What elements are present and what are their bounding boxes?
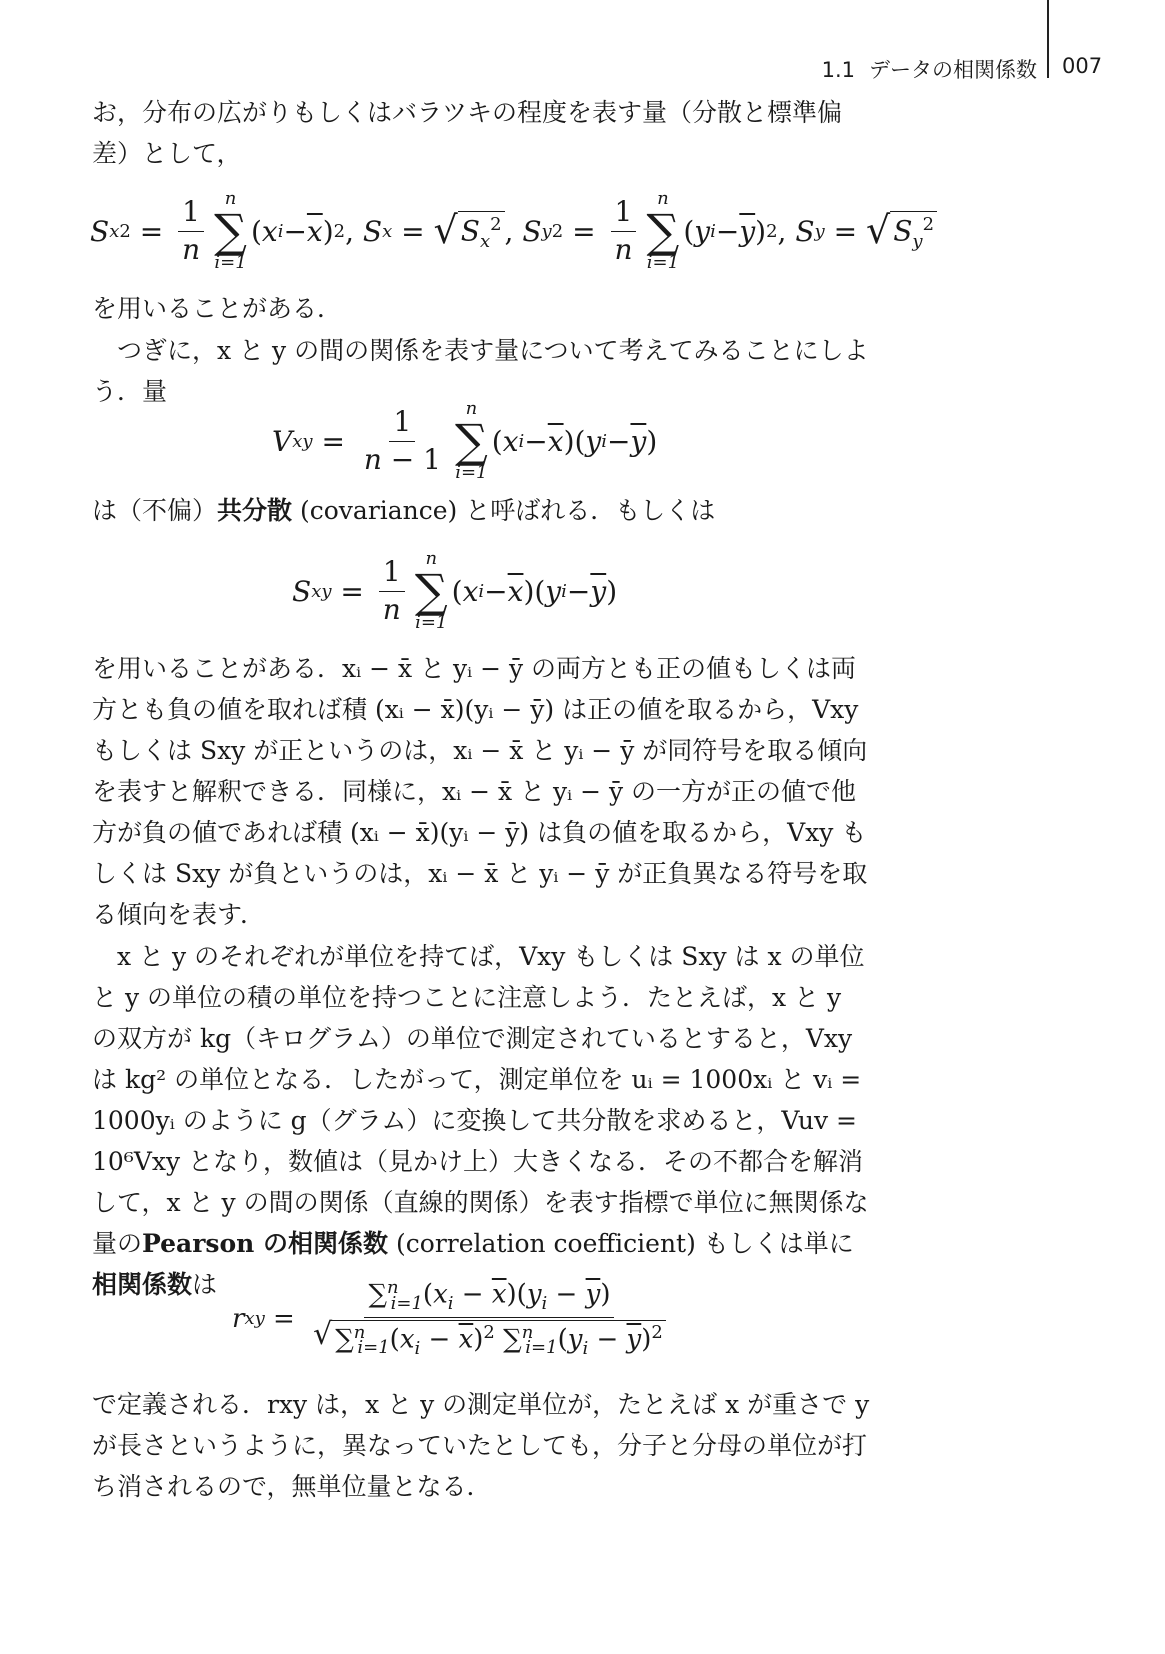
section-title: データの相関係数 xyxy=(869,58,1037,82)
paragraph-5: を用いることがある．xᵢ − x̄ と yᵢ − ȳ の両方とも正の値もしくは両方とも負の値を取れば積 (xᵢ − x̄)(yᵢ − ȳ) は正の値を取るから，Vxy もしくは Sxy が正というのは，xᵢ − x̄ と yᵢ − ȳ が同符号を取る傾向を表すと解釈できる．同様に，xᵢ − x̄ と yᵢ − ȳ の一方が正の値で他方が負の値であれば積 (xᵢ − x̄)(yᵢ − ȳ) は負の値を取るから，Vxy もしくは Sxy が負というのは，xᵢ − x̄ と yᵢ − ȳ が正負異なる符号を取る傾向を表す． xyxy=(92,654,868,929)
equation-variance: S x 2 = $\frac{1}{n}$ n ∑ i=1 ( x i − $\overline{x}$ ) 2 , S x = √ $S_x^2$ , S y 2 = $\frac{1}{n}$ n ∑ i=1 ( y i − $\overline{y}$ ) 2 , S y = √ $S_y^2$ xyxy=(90,190,937,272)
term-covariance: 共分散 xyxy=(217,496,293,525)
section-number: 1.1 xyxy=(821,58,855,82)
term-pearson: Pearson の相関係数 xyxy=(142,1229,389,1258)
paragraph-4 xyxy=(92,490,872,531)
paragraph-6 xyxy=(92,936,872,1305)
p6-body: x と y のそれぞれが単位を持てば，Vxy もしくは Sxy は x の単位と y の単位の積の単位を持つことに注意しよう．たとえば，x と y の双方が kg（キログラム）の単位で測定されているとすると，Vxy は kg² の単位となる．したがって，測定単位を uᵢ = 1000xᵢ と vᵢ = 1000yᵢ のように g（グラム）に変換して共分散を求めると，Vuv = 10⁶Vxy となり，数値は（見かけ上）大きくなる．その不都合を解消して，x と y の間の関係（直線的関係）を表す指標で単位に無関係な量の xyxy=(92,942,869,1258)
term-correlation: 相関係数 xyxy=(92,1270,193,1299)
paragraph-7: で定義される．rxy は，x と y の測定単位が，たとえば x が重さで y が長さというように，異なっていたとしても，分子と分母の単位が打ち消されるので，無単位量となる． xyxy=(92,1390,870,1501)
paragraph-3: つぎに，x と y の間の関係を表す量について考えてみることにしよう．量 xyxy=(92,336,869,406)
p4-pre: は（不偏） xyxy=(92,496,218,525)
page-number: 007 xyxy=(1062,54,1103,78)
equation-correlation: r xy = $\sum^n_{i=1}(x_i - \overline{x})(y_i - \overline{y})$ √ $\sum^n_{i=1}(x_i - \overline{x})^2$ $\sum^n_{i=1}(y_i - \overline{y})^2$ xyxy=(232,1278,676,1359)
p4-post: (covariance) と呼ばれる．もしくは xyxy=(292,496,716,525)
p6-end: は xyxy=(192,1270,218,1299)
p6-mid: (correlation coefficient) もしくは単に xyxy=(388,1229,854,1258)
equation-covariance: S xy = $\frac{1}{n}$ n ∑ i=1 ( x i − $\overline{x}$ )( y i − $\overline{y}$ ) xyxy=(292,548,618,633)
equation-unbiased-covariance: V xy = $\frac{1}{n - 1}$ n ∑ i=1 ( x i − $\overline{x}$ )( y i − $\overline{y}$ ) xyxy=(272,398,658,483)
paragraph-2: を用いることがある． xyxy=(92,294,343,323)
running-header xyxy=(822,54,1037,84)
header-divider xyxy=(1047,0,1049,78)
paragraph-1: お，分布の広がりもしくはバラツキの程度を表す量（分散と標準偏差）として， xyxy=(92,98,843,168)
